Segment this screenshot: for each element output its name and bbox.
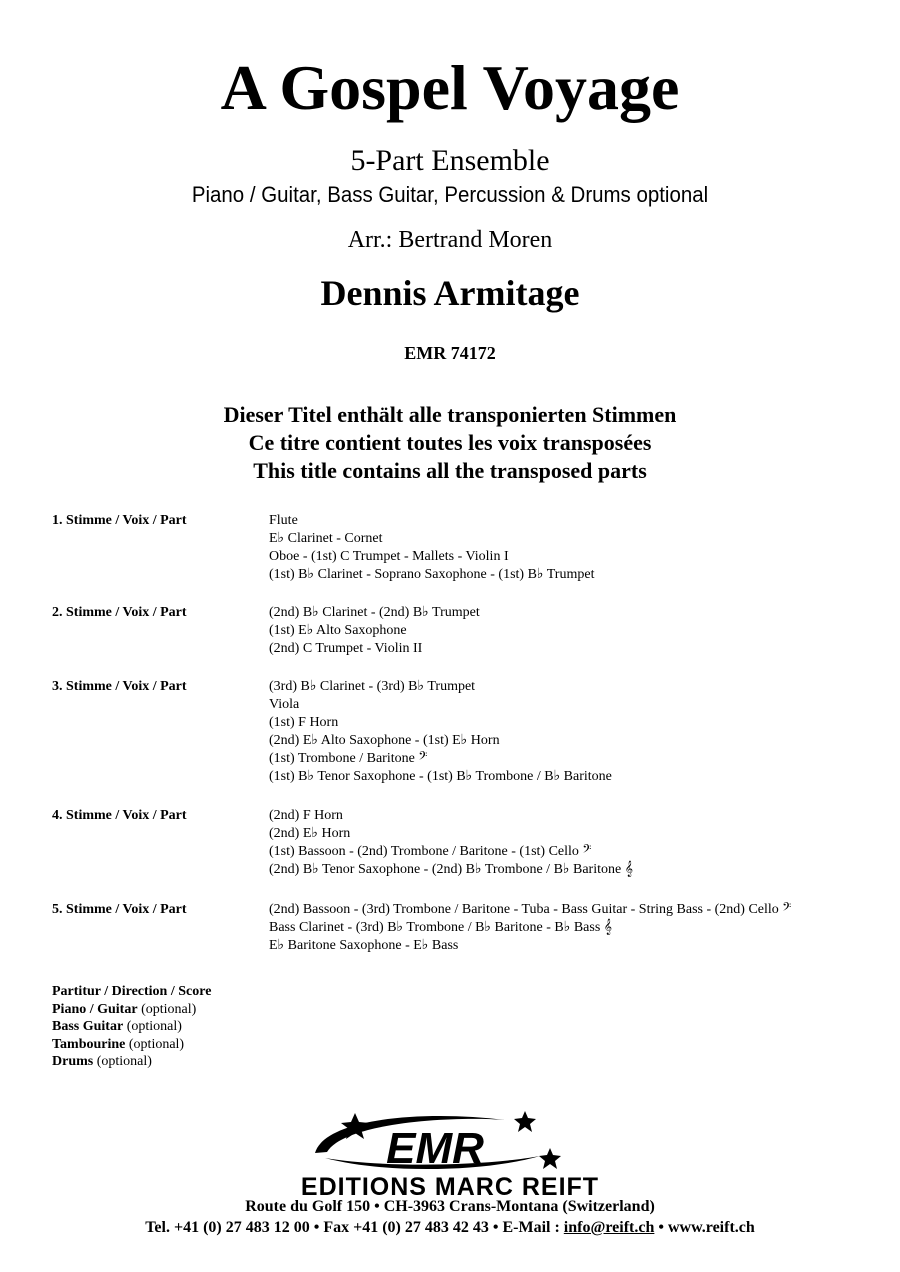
part-instruments (269, 678, 612, 786)
publisher-contact (0, 1218, 900, 1238)
instrument-line: E♭ Clarinet - Cornet (269, 531, 383, 546)
score-item: Partitur / Direction / Score (52, 984, 212, 999)
arranger: Arr.: Bertrand Moren (347, 227, 553, 253)
subtitle: 5-Part Ensemble (350, 144, 550, 177)
score-item: Piano / Guitar (optional) (52, 1001, 197, 1017)
logo-text: EMR (386, 1124, 484, 1173)
score-item: Tambourine (optional) (52, 1036, 185, 1052)
part-instruments (269, 604, 480, 658)
part-label: 2. Stimme / Voix / Part (52, 605, 187, 620)
score-item: Bass Guitar (optional) (52, 1019, 182, 1034)
part-label: 3. Stimme / Voix / Part (52, 679, 187, 694)
instrumentation: Piano / Guitar, Bass Guitar, Percussion & Drums optional (191, 182, 709, 207)
publisher-address: Route du Golf 150 • CH-3963 Crans-Montana (Switzerland) (245, 1198, 655, 1215)
instrument-line: (1st) B♭ Clarinet - Soprano Saxophone - (1st) B♭ Trumpet (269, 567, 595, 582)
composer: Dennis Armitage (320, 273, 580, 313)
notice-german: Dieser Titel enthält alle transponierten Stimmen (223, 402, 677, 427)
instrument-line: (1st) F Horn (269, 715, 339, 730)
emr-logo (305, 1108, 565, 1178)
email-link[interactable]: info@reift.ch (563, 1219, 655, 1236)
part-instruments (269, 512, 594, 584)
instrument-line: (2nd) E♭ Horn (269, 826, 351, 841)
instrument-line: (3rd) B♭ Clarinet - (3rd) B♭ Trumpet (269, 679, 476, 694)
score-list (52, 983, 211, 1071)
instrument-line: (2nd) F Horn (269, 808, 343, 823)
instrument-line: Oboe - (1st) C Trumpet - Mallets - Violin I (269, 549, 509, 564)
notice-french: Ce titre contient toutes les voix transposées (248, 430, 652, 455)
instrument-line: Viola (269, 697, 300, 712)
instrument-line: (1st) E♭ Alto Saxophone (269, 623, 407, 638)
instrument-line: (1st) B♭ Tenor Saxophone - (1st) B♭ Trombone / B♭ Baritone (269, 769, 612, 784)
notice-english: This title contains all the transposed parts (253, 458, 647, 483)
score-item: Drums (optional) (52, 1054, 152, 1069)
title: A Gospel Voyage (220, 52, 680, 123)
instrument-line: (1st) Bassoon - (2nd) Trombone / Baritone - (1st) Cello 𝄢 (269, 844, 592, 859)
catalog-number: EMR 74172 (404, 343, 496, 363)
part-instruments (269, 901, 791, 955)
instrument-line: (2nd) B♭ Clarinet - (2nd) B♭ Trumpet (269, 605, 480, 620)
instrument-line: Bass Clarinet - (3rd) B♭ Trombone / B♭ Baritone - B♭ Bass 𝄞 (269, 920, 613, 935)
part-label: 4. Stimme / Voix / Part (52, 808, 187, 823)
part-label: 1. Stimme / Voix / Part (52, 513, 187, 528)
instrument-line: (2nd) Bassoon - (3rd) Trombone / Baritone - Tuba - Bass Guitar - String Bass - (2nd) Cello 𝄢 (269, 902, 792, 917)
instrument-line: (1st) Trombone / Baritone 𝄢 (269, 751, 428, 766)
publisher-name: EDITIONS MARC REIFT (300, 1173, 600, 1201)
instrument-line: E♭ Baritone Saxophone - E♭ Bass (269, 938, 459, 953)
website: • www.reift.ch (654, 1219, 755, 1236)
part-instruments (269, 807, 633, 879)
contact-phone-fax: Tel. +41 (0) 27 483 12 00 • Fax +41 (0) 27 483 42 43 • E-Mail : (145, 1219, 564, 1236)
instrument-line: Flute (269, 513, 298, 528)
part-label: 5. Stimme / Voix / Part (52, 902, 187, 917)
instrument-line: (2nd) E♭ Alto Saxophone - (1st) E♭ Horn (269, 733, 500, 748)
instrument-line: (2nd) C Trumpet - Violin II (269, 641, 423, 656)
instrument-line: (2nd) B♭ Tenor Saxophone - (2nd) B♭ Trombone / B♭ Baritone 𝄞 (269, 862, 633, 877)
